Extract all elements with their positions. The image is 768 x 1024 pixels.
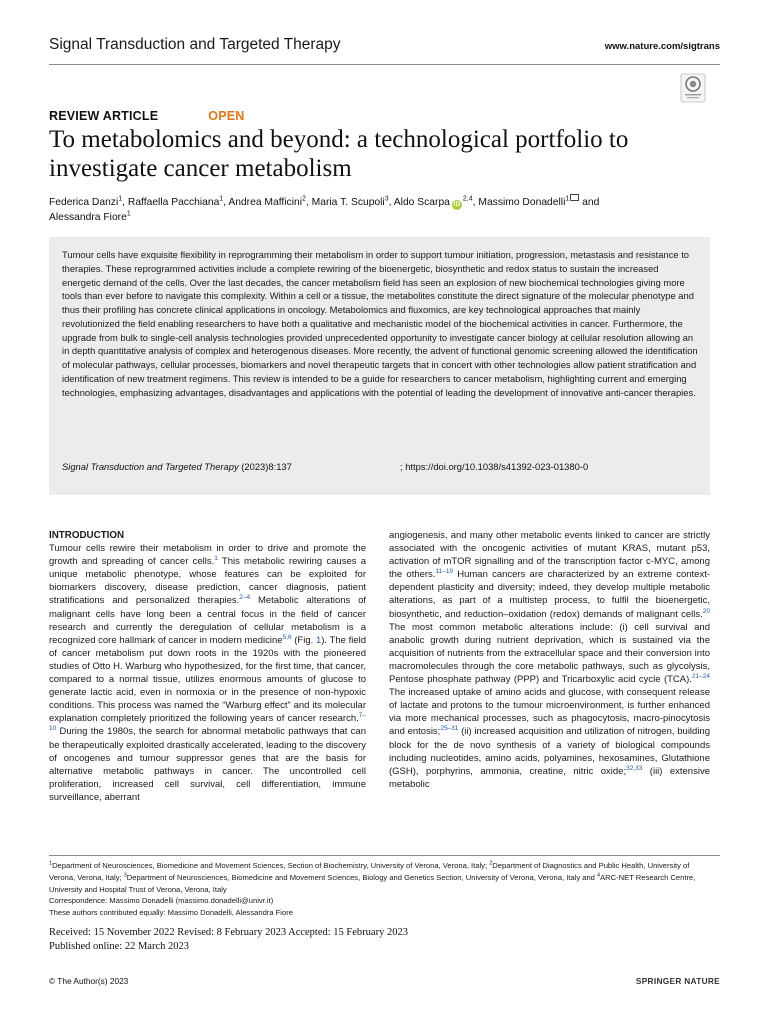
body-text: angiogenesis, and many other metabolic events linked to cancer are strictly associated with the oncogenic activities of mutant KRAS, mutant p53, activation of mTOR signalling and of the transcription factor c-MYC, among the others. [389,530,710,581]
author-name[interactable]: Raffaella Pacchiana [127,197,220,208]
citation-journal: Signal Transduction and Targeted Therapy [62,461,239,472]
article-dates [49,926,408,954]
affiliation-number: 3 [123,872,127,879]
copyright: © The Author(s) 2023 [49,976,129,986]
body-text: ). The field of cancer metabolism put down roots in the 1920s with the pioneered studies of Otto H. Warburg who hypothesized, for the first time, that cancer, compared to a normal tissue, utilizes enormous amounts of glucose to generate lactic acid, even in normoxia or in the presence of non-hypoxic conditions. This process was named the “Warburg effect” and its molecular explanation completely prioritized the following years of cancer research. [49,634,366,725]
publisher-logo: SPRINGER NATURE [635,976,720,986]
body-text: Human cancers are characterized by an extreme context-dependent plasticity and diversity; indeed, they develop multiple metabolic alterations, as part of a multistep process, to fulfil the bioenergetic, biosynthetic, and reduction–oxidation (redox) demands of malignant cells. [389,569,710,620]
footnote-divider [49,855,720,856]
author-affiliation: 1 [126,210,131,218]
body-column-left [49,529,366,804]
reference-citation[interactable]: 7–10 [49,712,366,733]
body-text: Tumour cells rewire their metabolism in order to drive and promote the growth and spreading of cancer cells. [49,543,366,568]
author-affiliation: 2 [302,195,306,203]
footnotes [49,860,714,919]
section-heading: INTRODUCTION [49,530,125,541]
author-affiliation: 1 [565,195,570,203]
article-type-label: REVIEW ARTICLE [49,109,159,123]
authors-and: and [582,197,600,208]
published-date: Published online: 22 March 2023 [49,941,189,952]
author-name[interactable]: Alessandra Fiore [49,212,127,223]
affiliation-number: 2 [489,860,493,867]
open-access-label: OPEN [208,109,245,123]
author-name[interactable]: Andrea Mafficini [228,197,303,208]
citation [62,461,292,472]
author-affiliation: 1 [219,195,224,203]
orcid-icon[interactable]: iD [453,201,461,208]
column-text [49,542,366,804]
doi-link[interactable]: ; https://doi.org/10.1038/s41392-023-01380-0 [400,461,589,472]
header-divider [49,64,720,65]
body-text: (iii) extensive metabolic [389,765,710,790]
affiliation-text: Department of Diagnostics and Public Health, University of Verona, Verona, Italy; [49,861,690,882]
body-column-right [389,529,710,791]
body-text: This metabolic rewiring causes a unique metabolic phenotype, whose features can be exploited for biomarkers discovery, disease prediction, cancer diagnosis, patient stratifications and personalized therapies. [49,556,366,607]
reference-citation[interactable]: 20 [702,607,710,615]
body-text: (ii) increased acquisition and utilization of nitrogen, building block for the de novo synthesis of a variety of biological compounds including nucleotides, amino acids, polyamines, hexosamines, Glutathione (GSH), porphyrins, ammonia, creatine, nitric oxide; [389,726,710,777]
journal-url-link[interactable]: www.nature.com/sigtrans [604,41,720,52]
affiliation-text: Department of Neurosciences, Biomedicine and Movement Sciences, Section of Biochemistry, University of Verona, Verona, Italy; [52,861,490,870]
author-name[interactable]: Maria T. Scupoli [311,197,385,208]
citation-volume: (2023)8:137 [238,461,292,472]
body-text: Metabolic alterations of malignant cells have long been a central focus in the field of cancer research and currently the deregulation of cellular metabolism is a recognized core hallmark of cancer in modern medicine [49,595,366,646]
article-type [49,109,245,123]
affiliation-number: 4 [597,872,601,879]
correspondence: Correspondence: Massimo Donadelli (massimo.donadelli@univr.it) [49,896,274,906]
reference-citation[interactable]: 5,6 [282,633,292,641]
author-affiliation: 3 [384,195,389,203]
abstract-text: Tumour cells have exquisite flexibility in reprogramming their metabolism in order to support tumour initiation, progression, metastasis and resistance to therapies. These reprogrammed activities include a complete rewiring of the bioenergetic, biosynthetic and redox status to sustain the increased energetic demand of the cells. Over the last decades, the cancer metabolism field has seen an explosion of new biochemical technologies giving more tools than ever before to navigate this complexity. Within a cell or a tissue, the metabolites constitute the direct signature of the molecular phenotype and thus their profiling has concrete clinical applications in oncology. Metabolomics and fluxomics, are key technological approaches that mainly revolutionized the field enabling researchers to have both a qualitative and mechanistic model of the biochemical activities in cancer. Furthermore, the upgrade from bulk to single-cell analysis technologies provided unprecedented opportunity to investigate cancer biology at cellular resolution allowing an in depth quantitative analysis of complex and heterogenous diseases. More recently, the advent of functional genomic screening allowed the identification of molecular pathways, cellular processes, biomarkers and novel therapeutic targets that in concert with other technologies allow patient stratification and identification of new treatment regimens. This review is intended to be a guide for researchers to cancer metabolism, highlighting current and emerging technologies, emphasizing advantages, disadvantages and applications with the potential of leading the development of innovative anti-cancer therapies. [62,249,698,398]
author-affiliation: 2,4 [462,195,473,203]
affiliations [49,860,714,895]
body-text: (Fig. [291,634,316,646]
author-list: Federica Danzi$^1$, Raffaella Pacchiana$^1$, Andrea Mafficini$^2$, Maria T. Scupoli$^3$, Aldo Scarpa iD$^{2,4}$, Massimo Donadelli$^1$ and Alessandra Fiore$^1$ [49,195,600,223]
affiliation-text: ARC-NET Research Centre, University and Hospital Trust of Verona, Verona, Italy [49,872,696,894]
column-text [389,529,710,791]
reference-citation[interactable]: 2–4 [239,594,251,602]
body-text: The most common metabolic alterations include: (i) cell survival and anabolic growth during nutrient deprivation, which is sustained via the acquisition of nutrients from the extracellular space and their conversion into macromolecules through the core metabolic pathways, such as glycolysis, Pentose phosphate pathway (PPP) and Tricarboxylic acid cycle (TCA). [389,621,710,686]
author-name[interactable]: Federica Danzi [49,197,119,208]
body-text: During the 1980s, the search for abnormal metabolic pathways that can be therapeutically exploited drastically accelerated, leading to the discovery of oncogenes and tumour suppressor genes that are the basis for alternative metabolic pathways in cancer. The uncontrolled cell proliferation, increased cell survival, cell differentiation, immune surveillance, aberrant [49,726,366,803]
body-text: The increased uptake of amino acids and glucose, with consequent release of lactate and protons to the tumour microenvironment, is further enhanced via more mechanical processes, such as phagocytosis, macro-pinocytosis and entosis; [389,687,710,738]
author-name[interactable]: Massimo Donadelli [478,197,566,208]
reference-citation[interactable]: 25–31 [440,725,459,733]
figure-link[interactable]: 1 [315,634,322,646]
affiliation-number: 1 [49,860,53,867]
article-title: To metabolomics and beyond: a technological portfolio to investigate cancer metabolism [49,126,629,182]
reference-citation[interactable]: 1 [214,555,218,563]
equal-contribution: These authors contributed equally: Massimo Donadelli, Alessandra Fiore [49,908,293,918]
author-affiliation: 1 [118,195,123,203]
journal-name: Signal Transduction and Targeted Therapy [49,36,341,53]
reference-citation[interactable]: 32,33 [626,764,643,772]
affiliation-text: Department of Neurosciences, Biomedicine and Movement Sciences, Biology and Genetics Section, University of Verona, Verona, Italy and [126,872,598,882]
received-dates: Received: 15 November 2022 Revised: 8 February 2023 Accepted: 15 February 2023 [49,927,408,938]
author-name[interactable]: Aldo Scarpa [393,197,450,208]
check-updates-icon [680,73,706,103]
check-for-updates-badge[interactable] [680,73,706,103]
reference-citation[interactable]: 11–19 [435,568,454,576]
email-icon[interactable] [570,194,579,201]
reference-citation[interactable]: 21–24 [691,672,710,680]
